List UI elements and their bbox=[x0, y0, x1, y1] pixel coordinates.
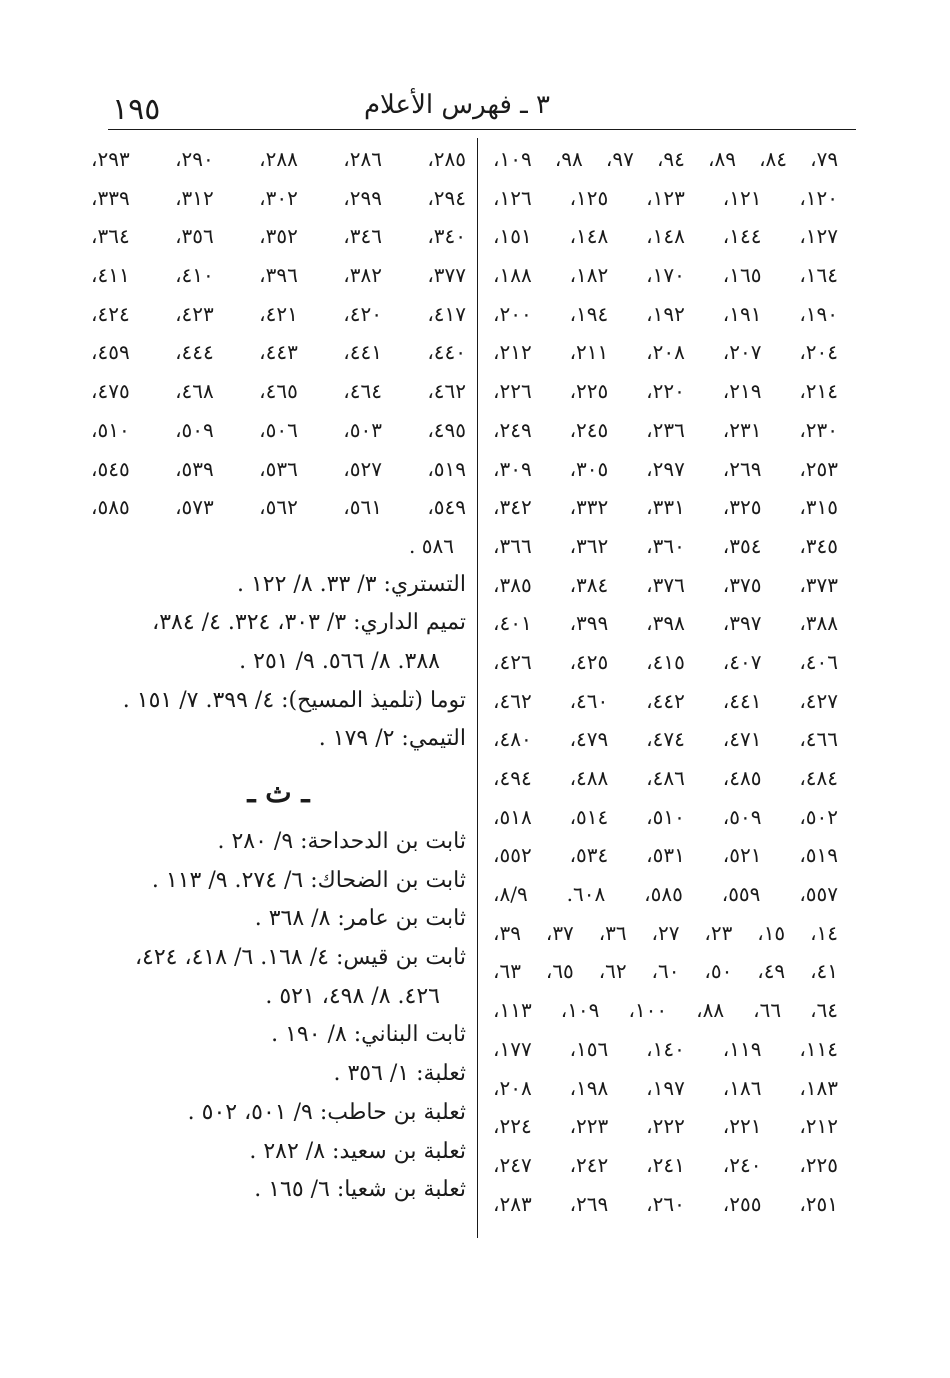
index-entry: ثابت بن الضحاك: ٦/ ٢٧٤. ٩/ ١١٣ . bbox=[151, 867, 466, 893]
header-rule bbox=[108, 129, 856, 130]
number-line: ٢٨٥، ٢٨٦، ٢٨٨، ٢٩٠، ٢٩٣، bbox=[91, 147, 466, 171]
number-line: ٦٤، ٦٦، ٨٨، ١٠٠، ١٠٩، ١١٣، bbox=[493, 998, 838, 1023]
index-entry: التيمي: ٢/ ١٧٩ . bbox=[318, 726, 466, 752]
number-line: ٤١، ٤٩، ٥٠، ٦٠، ٦٢، ٦٥، ٦٣، bbox=[493, 959, 838, 984]
index-entry: ثعلبة بن سعيد: ٨/ ٢٨٢ . bbox=[249, 1138, 466, 1164]
number-line: ١٢٠، ١٢١، ١٢٣، ١٢٥، ١٢٦، bbox=[493, 185, 838, 210]
number-line: ٤٨٤، ٤٨٥، ٤٨٦، ٤٨٨، ٤٩٤، bbox=[493, 766, 838, 790]
index-entry-continuation: ٤٢٦. ٨/ ٤٩٨، ٥٢١ . bbox=[265, 983, 440, 1009]
page-number: ١٩٥ bbox=[112, 92, 161, 127]
number-line: ٥٤٩، ٥٦١، ٥٦٢، ٥٧٣، ٥٨٥، bbox=[91, 495, 466, 520]
number-line: ٢١٢، ٢٢١، ٢٢٢، ٢٢٣، ٢٢٤، bbox=[493, 1114, 838, 1139]
column-divider bbox=[477, 138, 478, 1238]
number-line: ٤٠٦، ٤٠٧، ٤١٥، ٤٢٥، ٤٢٦، bbox=[493, 649, 838, 674]
number-line: ٣١٥، ٣٢٥، ٣٣١، ٣٣٢، ٣٤٢، bbox=[493, 495, 838, 520]
number-line: ٤١٧، ٤٢٠، ٤٢١، ٤٢٣، ٤٢٤، bbox=[91, 301, 466, 326]
index-entry: ثابت بن الدحداحة: ٩/ ٢٨٠ . bbox=[217, 829, 466, 854]
index-entry: ثابت البناني: ٨/ ١٩٠ . bbox=[271, 1022, 466, 1048]
number-line: ٤٦٦، ٤٧١، ٤٧٤، ٤٧٩، ٤٨٠، bbox=[493, 727, 838, 752]
number-line: ٥٨٦ . bbox=[409, 533, 454, 558]
number-line: ٣٤٥، ٣٥٤، ٣٦٠، ٣٦٢، ٣٦٦، bbox=[493, 533, 838, 558]
index-entry: ثابت بن عامر: ٨/ ٣٦٨ . bbox=[254, 906, 466, 932]
number-line: ٣٧٣، ٣٧٥، ٣٧٦، ٣٨٤، ٣٨٥، bbox=[493, 572, 838, 597]
number-line: ٤٩٥، ٥٠٣، ٥٠٦، ٥٠٩، ٥١٠، bbox=[91, 417, 466, 442]
number-line: ٥٥٧، ٥٥٩، ٥٨٥، ٦٠٨. ٨/٩، bbox=[493, 882, 838, 907]
number-line: ٢٢٥، ٢٤٠، ٢٤١، ٢٤٢، ٢٤٧، bbox=[493, 1152, 838, 1177]
index-entry: التستري: ٣/ ٣٣. ٨/ ١٢٢ . bbox=[236, 571, 466, 597]
right-column bbox=[493, 140, 838, 1223]
number-line: ٤٤٠، ٤٤١، ٤٤٣، ٤٤٤، ٤٥٩، bbox=[91, 340, 466, 365]
number-line: ٥١٩، ٥٢١، ٥٣١، ٥٣٤، ٥٥٢، bbox=[493, 843, 838, 868]
section-letter-heading: ـ ث ـ bbox=[247, 776, 310, 809]
number-line: ١٤، ١٥، ٢٣، ٢٧، ٣٦، ٣٧، ٣٩، bbox=[493, 920, 838, 945]
index-entry: تميم الداري: ٣/ ٣٠٣، ٣٢٤. ٤/ ٣٨٤، bbox=[152, 610, 466, 636]
index-entry: ثابت بن قيس: ٤/ ١٦٨. ٦/ ٤١٨، ٤٢٤، bbox=[134, 945, 466, 971]
index-entry: توما (تلميذ المسيح): ٤/ ٣٩٩. ٧/ ١٥١ . bbox=[122, 687, 466, 713]
running-title: ٣ ـ فهرس الأعلام bbox=[363, 90, 550, 120]
index-entry-continuation: ٣٨٨. ٨/ ٥٦٦. ٩/ ٢٥١ . bbox=[239, 648, 440, 674]
number-line: ٥١٩، ٥٢٧، ٥٣٦، ٥٣٩، ٥٤٥، bbox=[91, 456, 466, 481]
number-line: ٢٥٣، ٢٦٩، ٢٩٧، ٣٠٥، ٣٠٩، bbox=[493, 456, 838, 481]
number-line: ١٨٣، ١٨٦، ١٩٧، ١٩٨، ٢٠٨، bbox=[493, 1075, 838, 1100]
left-column bbox=[91, 140, 466, 1210]
number-line: ٥٠٢، ٥٠٩، ٥١٠، ٥١٤، ٥١٨، bbox=[493, 804, 838, 829]
number-line: ٤٦٢، ٤٦٤، ٤٦٥، ٤٦٨، ٤٧٥، bbox=[91, 379, 466, 404]
number-line: ١٦٤، ١٦٥، ١٧٠، ١٨٢، ١٨٨، bbox=[493, 263, 838, 288]
number-line: ٢٩٤، ٢٩٩، ٣٠٢، ٣١٢، ٣٣٩، bbox=[91, 185, 466, 210]
number-line: ٢١٤، ٢١٩، ٢٢٠، ٢٢٥، ٢٢٦، bbox=[493, 379, 838, 404]
index-entry: ثعلبة بن شعيا: ٦/ ١٦٥ . bbox=[254, 1177, 466, 1203]
number-line: ٣٧٧، ٣٨٢، ٣٩٦، ٤١٠، ٤١١، bbox=[91, 263, 466, 288]
index-entry: ثعلبة: ١/ ٣٥٦ . bbox=[333, 1061, 466, 1087]
number-line: ٢٥١، ٢٥٥، ٢٦٠، ٢٦٩، ٢٨٣، bbox=[493, 1191, 838, 1216]
number-line: ٣٨٨، ٣٩٧، ٣٩٨، ٣٩٩، ٤٠١، bbox=[493, 611, 838, 636]
index-entry: ثعلبة بن حاطب: ٩/ ٥٠١، ٥٠٢ . bbox=[187, 1099, 466, 1125]
number-line: ٢٣٠، ٢٣١، ٢٣٦، ٢٤٥، ٢٤٩، bbox=[493, 417, 838, 442]
number-line: ٢٠٤، ٢٠٧، ٢٠٨، ٢١١، ٢١٢، bbox=[493, 340, 838, 365]
number-line: ٣٤٠، ٣٤٦، ٣٥٢، ٣٥٦، ٣٦٤، bbox=[91, 224, 466, 249]
number-line: ١١٤، ١١٩، ١٤٠، ١٥٦، ١٧٧، bbox=[493, 1036, 838, 1061]
number-line: ٧٩، ٨٤، ٨٩، ٩٤، ٩٧، ٩٨، ١٠٩، bbox=[493, 147, 838, 171]
number-line: ١٩٠، ١٩١، ١٩٢، ١٩٤، ٢٠٠، bbox=[493, 301, 838, 326]
number-line: ١٢٧، ١٤٤، ١٤٨، ١٤٨، ١٥١، bbox=[493, 224, 838, 249]
number-line: ٤٢٧، ٤٤١، ٤٤٢، ٤٦٠، ٤٦٢، bbox=[493, 688, 838, 713]
